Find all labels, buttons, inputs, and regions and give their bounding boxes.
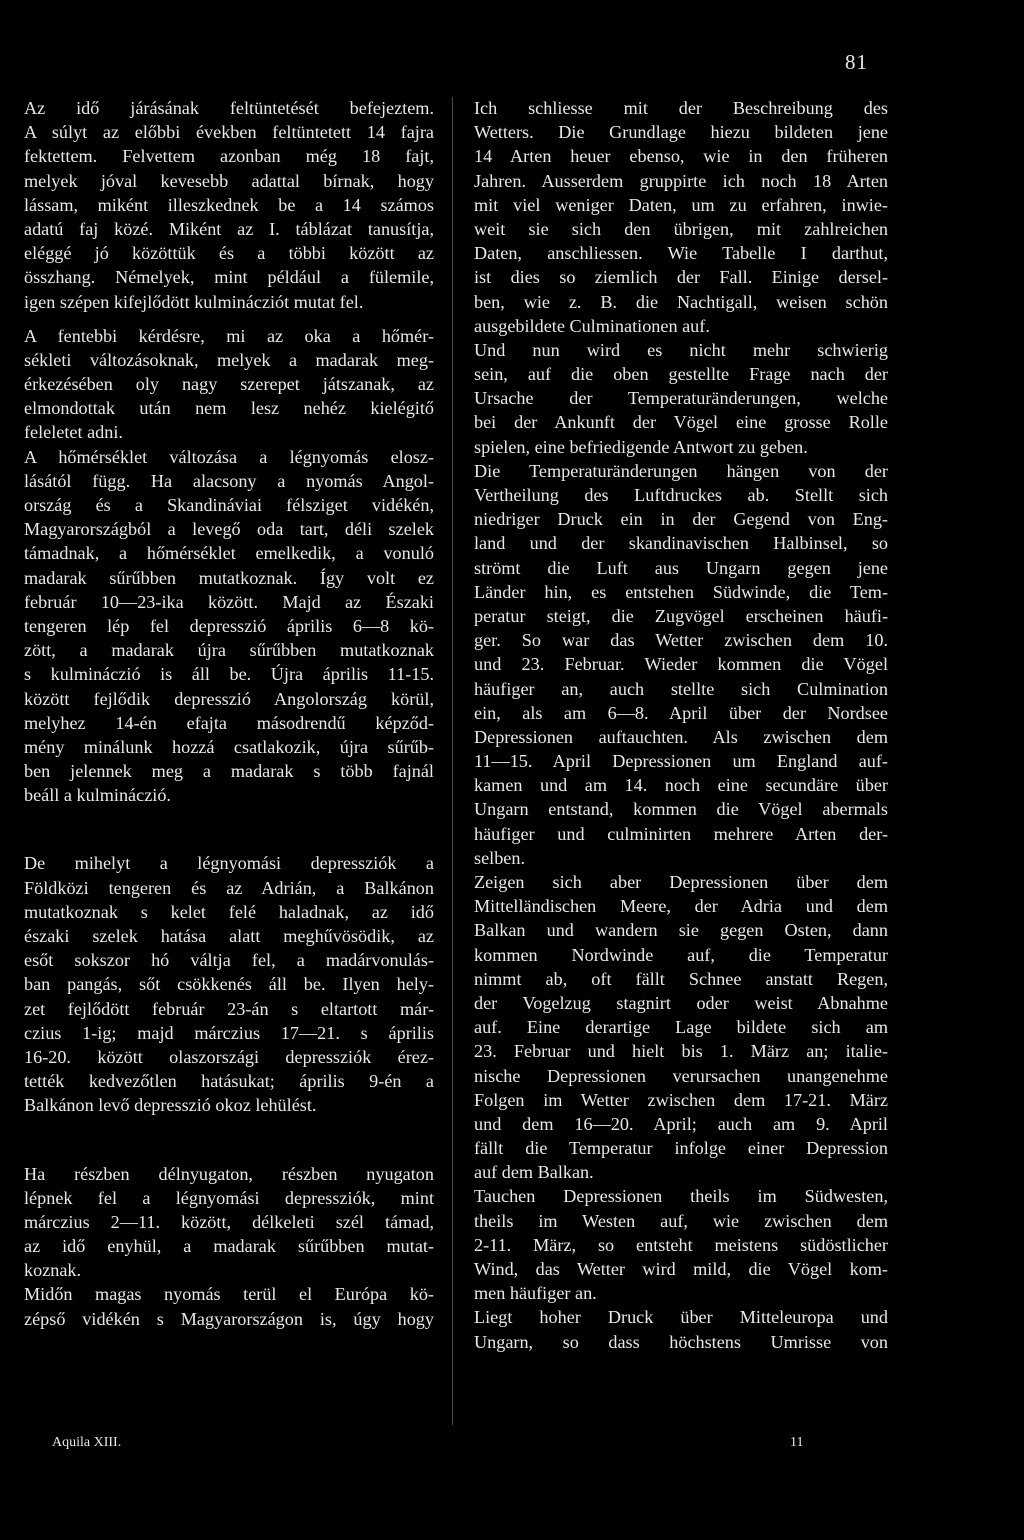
text-line: Die Temperaturänderungen hängen von der [474,460,888,481]
text-line: madarak sűrűbben mutatkoznak. Így volt ez [24,567,434,588]
text-line: Und nun wird es nicht mehr schwierig [474,339,888,360]
text-line: ban pangás, sőt csökkenés áll be. Ilyen hely- [24,974,434,995]
text-line: Ungarn entstand, kommen die Vögel abermals [474,799,888,820]
text-line: lépnek fel a légnyomási depressziók, mint [24,1187,434,1208]
text-line: ist dies so ziemlich der Fall. Einige dersel- [474,267,888,288]
text-line: und dem 16—20. April; auch am 9. April [474,1113,888,1134]
text-line: zött, a madarak újra sűrűbben mutatkoznak [24,640,434,661]
text-line: häufiger und culminirten mehrere Arten der- [474,823,888,844]
text-line: land und der skandinavischen Halbinsel, so [474,533,888,554]
text-line: fektettem. Felvettem azonban még 18 fajt, [24,146,434,167]
text-line: nimmt ab, oft fällt Schnee anstatt Regen, [474,968,888,989]
footer-volume: Aquila XIII. [52,1435,122,1450]
text-line: lásától függ. Ha alacsony a nyomás Angol- [24,470,434,491]
text-line: spielen, eine befriedigende Antwort zu geben. [474,436,808,457]
text-line: 14 Arten heuer ebenso, wie in den früheren [474,146,888,167]
text-line: theils im Westen auf, wie zwischen dem [474,1210,888,1231]
text-line: ben jelennek meg a madarak s több fajnál [24,761,434,782]
text-line: Magyarországból a levegő oda tart, déli szelek [24,519,434,540]
text-line: nische Depressionen verursachen unangenehme [474,1065,888,1086]
footer-signature: 11 [790,1435,804,1450]
text-line: Jahren. Ausserdem gruppirte ich noch 18 Arten [474,170,888,191]
text-line: esőt sokszor hó váltja fel, a madárvonulás- [24,950,434,971]
text-line: Balkánon levő depresszió okoz lehülést. [24,1095,317,1116]
text-line: ger. So war das Wetter zwischen dem 10. [474,630,888,651]
text-line: lássam, miként illeszkednek be a 14 számos [24,194,434,215]
text-line: zépső vidékén s Magyarországon is, úgy hogy [24,1308,434,1329]
text-line: Ursache der Temperaturänderungen, welche [474,388,888,409]
text-line: Wetters. Die Grundlage hiezu bildeten jene [474,122,888,143]
column-divider [452,97,453,1425]
text-line: Balkan und wandern sie gegen Osten, dann [474,920,888,941]
text-line: mit viel weniger Daten, um zu erfahren, inwie- [474,194,888,215]
text-line: Folgen im Wetter zwischen dem 17-21. März [474,1089,888,1110]
text-line: Wind, das Wetter wird mild, die Vögel kom- [474,1259,888,1279]
right-text-column [474,96,888,1354]
paragraph-gap [24,1118,434,1162]
text-line: selben. [474,847,526,868]
text-line: A súlyt az előbbi években feltüntetett 14 fajra [24,122,434,143]
text-line: ein, als am 6—8. April über der Nordsee [474,702,888,723]
text-line: északi szelek hatása alatt meghűvösödik, az [24,926,434,946]
text-line: Midőn magas nyomás terül el Európa kö- [24,1284,434,1305]
text-line: 16-20. között olaszországi depressziók érez- [24,1046,434,1067]
left-text-column [24,96,434,1331]
text-line: kommen Nordwinde auf, die Temperatur [474,944,888,965]
text-line: Länder hin, es entstehen Südwinde, die Tem- [474,581,888,602]
text-line: Ha részben délnyugaton, részben nyugaton [24,1163,434,1184]
text-line: czius 1-ig; majd márczius 17—21. s április [24,1022,434,1043]
text-line: koznak. [24,1260,82,1281]
text-line: melyek jóval kevesebb adattal bírnak, hogy [24,170,434,191]
text-line: der Vogelzug stagnirt oder weist Abnahme [474,992,888,1013]
text-line: A fentebbi kérdésre, mi az oka a hőmér- [24,325,434,346]
text-line: s kulmináczió is áll be. Újra április 11-15. [24,664,434,685]
text-line: Az idő járásának feltüntetését befejeztem. [24,98,434,118]
text-line: men häufiger an. [474,1283,597,1304]
text-line: Ich schliesse mit der Beschreibung des [474,98,888,118]
text-line: fällt die Temperatur infolge einer Depression [474,1138,888,1159]
text-line: weit sie sich den übrigen, mit zahlreichen [474,218,888,239]
text-line: Daten, anschliessen. Wie Tabelle I darthut, [474,243,888,264]
text-line: häufiger an, auch stellte sich Culmination [474,678,888,699]
text-line: február 10—23-ika között. Majd az Északi [24,591,434,612]
text-line: auf dem Balkan. [474,1162,594,1183]
text-line: mutatkoznak s kelet felé haladnak, az idő [24,901,434,922]
text-line: Vertheilung des Luftdruckes ab. Stellt sich [474,485,888,505]
text-line: beáll a kulmináczió. [24,785,171,806]
text-line: az idő enyhül, a madarak sűrűbben mutat- [24,1236,434,1257]
text-line: eléggé jó közöttük és a többi között az [24,243,434,264]
text-line: sein, auf die oben gestellte Frage nach der [474,364,888,385]
text-line: 23. Februar und hielt bis 1. März an; italie- [474,1041,888,1062]
text-line: márczius 2—11. között, délkeleti szél támad, [24,1211,434,1232]
text-line: strömt die Luft aus Ungarn gegen jene [474,557,888,578]
text-line: zet fejlődött február 23-án s eltartott már- [24,998,434,1019]
text-line: feleletet adni. [24,422,123,443]
text-line: melyhez 14-én efajta másodrendű képződ- [24,712,434,733]
text-line: Tauchen Depressionen theils im Südwesten, [474,1186,888,1207]
text-line: támadnak, a hőmérséklet emelkedik, a vonuló [24,543,434,564]
text-line: auf. Eine derartige Lage bildete sich am [474,1017,888,1038]
page-number: 81 [845,50,868,74]
text-line: Liegt hoher Druck über Mitteleuropa und [474,1307,888,1328]
text-line: mény minálunk hozzá csatlakozik, újra sűrűb- [24,736,434,757]
text-line: érkezésében oly nagy szerepet játszanak, az [24,374,434,395]
paragraph-gap [24,314,434,324]
text-line: 2-11. März, so entsteht meistens südöstlicher [474,1234,888,1255]
paragraph-gap [24,807,434,851]
text-line: peratur steigt, die Zugvögel erscheinen häufi- [474,605,888,626]
text-line: ben, wie z. B. die Nachtigall, weisen schön [474,291,888,312]
text-line: igen szépen kifejlődött kulminácziót mutat fel. [24,291,364,312]
text-line: sékleti változásoknak, melyek a madarak meg- [24,349,434,370]
text-line: tették kedvezőtlen hatásukat; április 9-én a [24,1071,434,1092]
text-line: ország és a Skandináviai félsziget vidékén, [24,495,434,515]
text-line: De mihelyt a légnyomási depressziók a [24,853,434,874]
text-line: und 23. Februar. Wieder kommen die Vögel [474,654,888,675]
text-line: A hőmérséklet változása a légnyomás elosz- [24,446,434,467]
text-line: 11—15. April Depressionen um England auf- [474,751,888,772]
text-line: összhang. Némelyek, mint például a fülemile, [24,267,434,288]
text-line: Zeigen sich aber Depressionen über dem [474,872,888,892]
text-line: adatú faj közé. Miként az I. táblázat tanusítja, [24,218,434,239]
text-line: között fejlődik depresszió Angolország körül, [24,688,434,709]
text-line: elmondottak után nem lesz nehéz kielégitő [24,398,434,419]
text-line: Mittelländischen Meere, der Adria und dem [474,896,888,917]
text-line: kamen und am 14. noch eine secundäre über [474,775,888,796]
text-line: bei der Ankunft der Vögel eine grosse Rolle [474,412,888,433]
text-line: ausgebildete Culminationen auf. [474,315,710,336]
text-line: niedriger Druck ein in der Gegend von Eng- [474,509,888,530]
text-line: Földközi tengeren és az Adrián, a Balkánon [24,877,434,898]
text-line: Depressionen auftauchten. Als zwischen dem [474,726,888,747]
text-line: tengeren lép fel depresszió április 6—8 kö- [24,615,434,636]
text-line: Ungarn, so dass höchstens Umrisse von [474,1331,888,1352]
